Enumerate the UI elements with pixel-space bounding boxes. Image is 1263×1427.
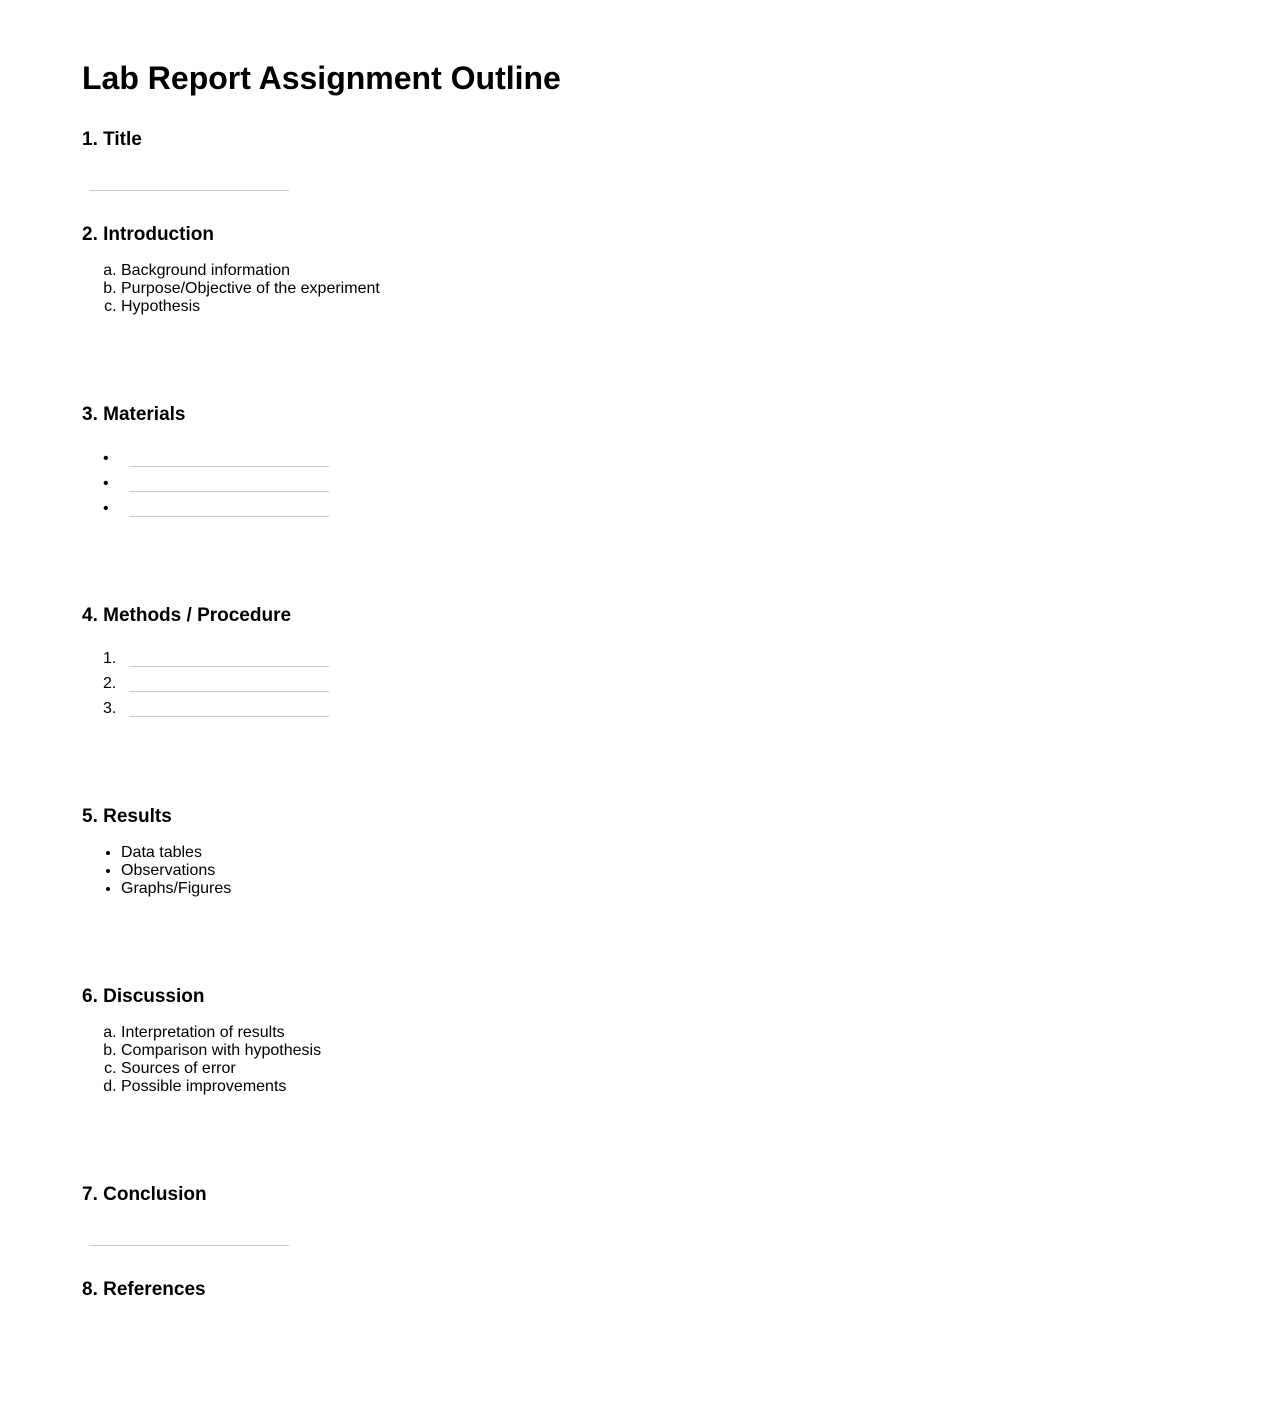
step-number: 2. [103,675,117,692]
section-heading-materials: 3. Materials [82,404,186,425]
section-heading-references: 8. References [82,1279,206,1300]
list-item: • Observations [121,862,231,880]
section-heading-title: 1. Title [82,129,142,150]
bullet-icon: • [103,450,109,467]
section-heading-results: 5. Results [82,806,172,827]
step-number: 3. [103,700,117,717]
discussion-list [82,1024,321,1096]
introduction-list [82,262,380,316]
material-input-3[interactable] [129,516,329,517]
method-step-input-1[interactable] [129,666,329,667]
material-input-2[interactable] [129,491,329,492]
list-item: • Graphs/Figures [121,880,231,898]
list-item: a. Background information [121,262,380,280]
list-item: • Data tables [121,844,231,862]
list-item: c. Hypothesis [121,298,380,316]
bullet-icon: • [103,500,109,517]
section-heading-methods: 4. Methods / Procedure [82,605,292,626]
list-item: b. Purpose/Objective of the experiment [121,280,380,298]
material-input-1[interactable] [129,466,329,467]
title-input[interactable] [89,190,289,191]
results-list [82,844,231,898]
method-step-input-2[interactable] [129,691,329,692]
section-heading-conclusion: 7. Conclusion [82,1184,207,1205]
list-item: a. Interpretation of results [121,1024,321,1042]
bullet-icon: • [103,475,109,492]
step-number: 1. [103,650,117,667]
list-item: c. Sources of error [121,1060,321,1078]
conclusion-input[interactable] [89,1245,289,1246]
page-title: Lab Report Assignment Outline [82,60,561,96]
section-heading-introduction: 2. Introduction [82,224,214,245]
list-item: b. Comparison with hypothesis [121,1042,321,1060]
method-step-input-3[interactable] [129,716,329,717]
list-item: d. Possible improvements [121,1078,321,1096]
section-heading-discussion: 6. Discussion [82,986,205,1007]
